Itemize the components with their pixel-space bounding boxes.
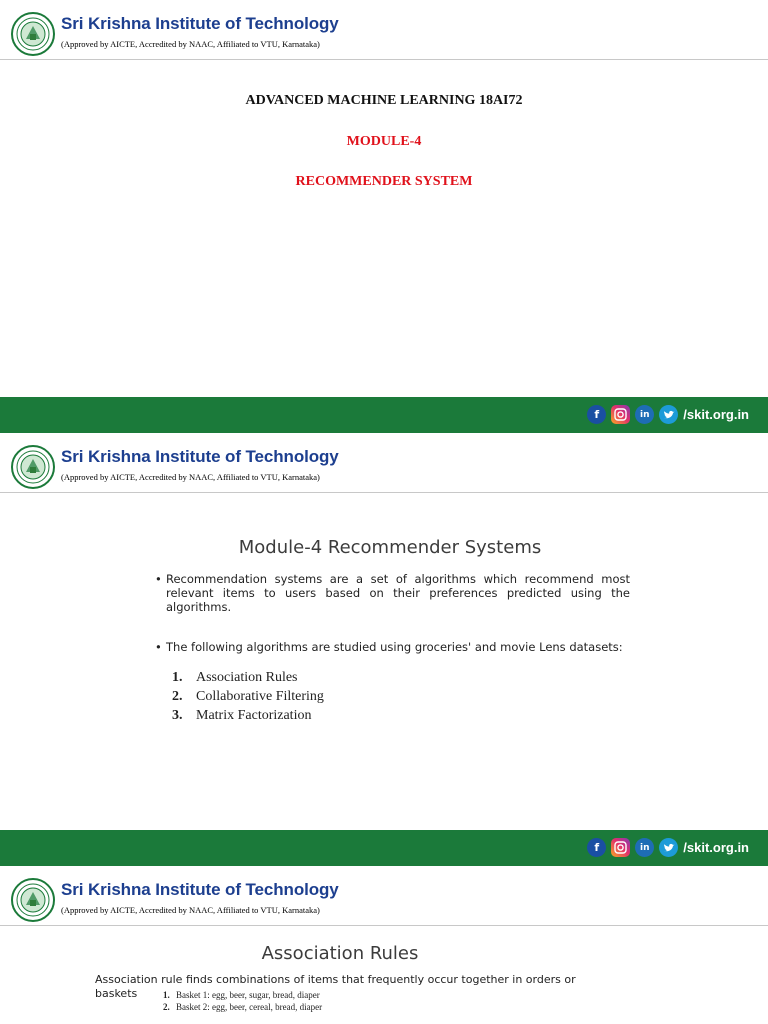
website-link[interactable]: /skit.org.in xyxy=(683,840,749,855)
bullet-item: • Recommendation systems are a set of algorithms which recommend most relevant items to users based on their preferences predicted using the algorithms. xyxy=(150,572,630,614)
social-links xyxy=(587,405,749,424)
slide-content xyxy=(150,537,630,725)
slide-header xyxy=(0,0,768,60)
institute-subtitle: (Approved by AICTE, Accredited by NAAC, Affiliated to VTU, Karnataka) xyxy=(61,472,320,482)
facebook-icon[interactable]: f xyxy=(587,405,606,424)
instagram-icon[interactable] xyxy=(611,405,630,424)
intro-text: Association rule finds combinations of items that frequently occur together in orders or xyxy=(95,973,576,986)
website-link[interactable]: /skit.org.in xyxy=(683,407,749,422)
intro-text: baskets xyxy=(95,987,138,1000)
list-item: 1. Basket 1: egg, beer, sugar, bread, diaper xyxy=(163,990,320,1000)
bullet-item: • The following algorithms are studied using groceries' and movie Lens datasets: xyxy=(150,640,630,654)
slide-content xyxy=(95,943,615,1013)
twitter-icon[interactable] xyxy=(659,405,678,424)
slide-header xyxy=(0,866,768,926)
header-divider xyxy=(0,59,768,60)
slide-1 xyxy=(0,0,768,433)
algorithm-list xyxy=(150,668,630,725)
institute-name: Sri Krishna Institute of Technology xyxy=(61,447,339,466)
facebook-icon[interactable]: f xyxy=(587,838,606,857)
header-divider xyxy=(0,925,768,926)
instagram-icon[interactable] xyxy=(611,838,630,857)
institute-logo xyxy=(11,445,55,489)
course-title: ADVANCED MACHINE LEARNING 18AI72 xyxy=(245,93,523,108)
slide-footer xyxy=(0,830,768,866)
institute-subtitle: (Approved by AICTE, Accredited by NAAC, Affiliated to VTU, Karnataka) xyxy=(61,905,320,915)
list-item: 3. Matrix Factorization xyxy=(172,708,312,723)
linkedin-icon[interactable]: in xyxy=(635,405,654,424)
list-item: 2. Basket 2: egg, beer, cereal, bread, diaper xyxy=(163,1002,323,1012)
slide-header xyxy=(0,433,768,493)
institute-logo xyxy=(11,878,55,922)
institute-name: Sri Krishna Institute of Technology xyxy=(61,880,339,899)
institute-logo xyxy=(11,12,55,56)
slide-title: Association Rules xyxy=(261,943,419,964)
slide-3 xyxy=(0,866,768,1024)
slide-footer xyxy=(0,397,768,433)
social-links xyxy=(587,838,749,857)
basket-list xyxy=(163,987,322,1013)
list-item: 2. Collaborative Filtering xyxy=(172,689,324,704)
topic-label: RECOMMENDER SYSTEM xyxy=(295,174,473,189)
institute-subtitle: (Approved by AICTE, Accredited by NAAC, Affiliated to VTU, Karnataka) xyxy=(61,39,320,49)
twitter-icon[interactable] xyxy=(659,838,678,857)
institute-name: Sri Krishna Institute of Technology xyxy=(61,14,339,33)
linkedin-icon[interactable]: in xyxy=(635,838,654,857)
list-item: 1. Association Rules xyxy=(172,670,298,685)
slide-2 xyxy=(0,433,768,866)
header-divider xyxy=(0,492,768,493)
slide-title: Module-4 Recommender Systems xyxy=(238,537,542,558)
module-label: MODULE-4 xyxy=(346,134,422,149)
